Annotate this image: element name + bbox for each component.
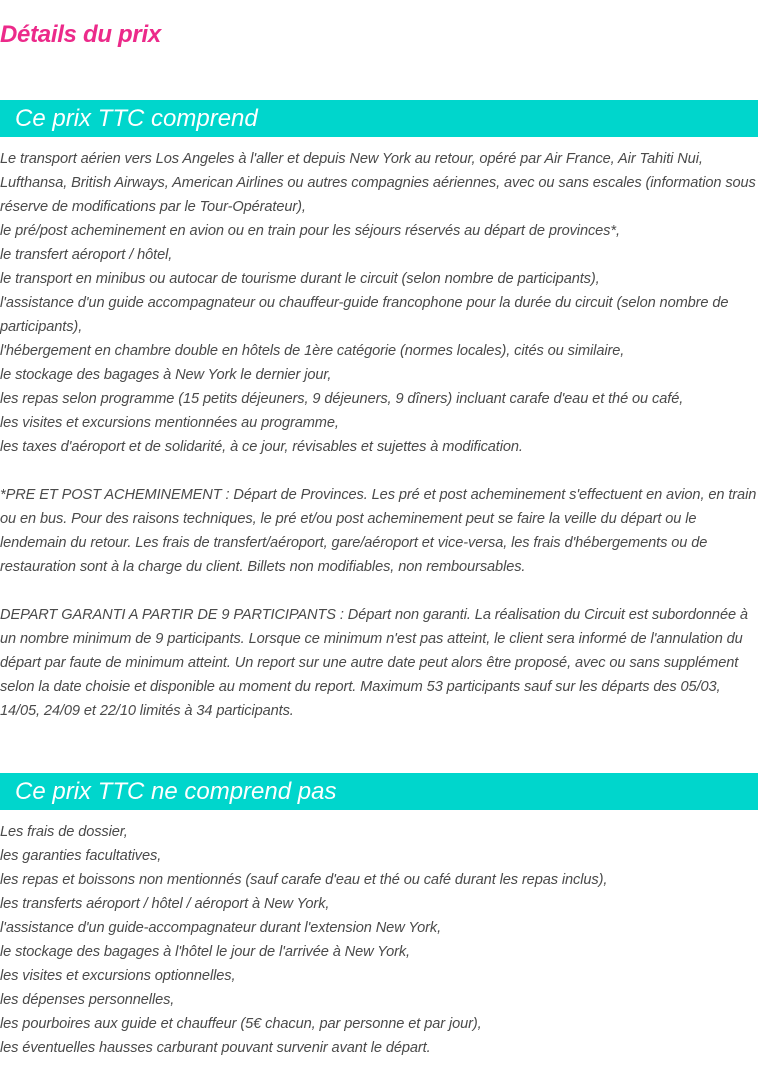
list-item: les transferts aéroport / hôtel / aéroport à New York,	[0, 896, 330, 912]
list-item: les visites et excursions optionnelles,	[0, 968, 236, 984]
guaranteed-departure-note: DEPART GARANTI A PARTIR DE 9 PARTICIPANTS : Départ non garanti. La réalisation du Circuit est subordonnée à un nombre minimum de 9 participants. Lorsque ce minimum n'est pas atteint, le client sera informé de l'annulation du départ par faute de minimum atteint. Un report sur une autre date peut alors être proposé, avec ou sans supplément selon la date choisie et disponible au moment du report. Maximum 53 participants sauf sur les départs des 05/03, 14/05, 24/09 et 22/10 limités à 34 participants.	[0, 607, 748, 719]
list-item: Les frais de dossier,	[0, 824, 128, 840]
list-item: les éventuelles hausses carburant pouvant survenir avant le départ.	[0, 1040, 431, 1056]
list-item: les repas selon programme (15 petits déjeuners, 9 déjeuners, 9 dîners) incluant carafe d'eau et thé ou café,	[0, 391, 684, 407]
list-item: l'hébergement en chambre double en hôtels de 1ère catégorie (normes locales), cités ou similaire,	[0, 343, 625, 359]
paragraph-spacer	[0, 459, 758, 483]
list-item: les taxes d'aéroport et de solidarité, à ce jour, révisables et sujettes à modification.	[0, 439, 523, 455]
list-item: l'assistance d'un guide accompagnateur ou chauffeur-guide francophone pour la durée du circuit (selon nombre de participants),	[0, 295, 729, 335]
list-item: le transport en minibus ou autocar de tourisme durant le circuit (selon nombre de participants),	[0, 271, 600, 287]
includes-list	[0, 147, 758, 723]
list-item: les repas et boissons non mentionnés (sauf carafe d'eau et thé ou café durant les repas inclus),	[0, 872, 608, 888]
excludes-heading: Ce prix TTC ne comprend pas	[0, 773, 758, 810]
list-item: Le transport aérien vers Los Angeles à l'aller et depuis New York au retour, opéré par Air France, Air Tahiti Nui, Lufthansa, British Airways, American Airlines ou autres compagnies aériennes, avec ou sans escales (information sous réserve de modifications par le Tour-Opérateur),	[0, 151, 756, 215]
list-item: les pourboires aux guide et chauffeur (5€ chacun, par personne et par jour),	[0, 1016, 482, 1032]
list-item: les dépenses personnelles,	[0, 992, 175, 1008]
list-item: le transfert aéroport / hôtel,	[0, 247, 173, 263]
list-item: les garanties facultatives,	[0, 848, 162, 864]
page-title: Détails du prix	[0, 21, 161, 48]
pre-post-note: *PRE ET POST ACHEMINEMENT : Départ de Provinces. Les pré et post acheminement s'effectuent en avion, en train ou en bus. Pour des raisons techniques, le pré et/ou post acheminement peut se faire la veille du départ ou le lendemain du retour. Les frais de transfert/aéroport, gare/aéroport et vice-versa, les frais d'hébergements ou de restauration sont à la charge du client. Billets non modifiables, non remboursables.	[0, 487, 757, 575]
excludes-list	[0, 820, 758, 1060]
list-item: le pré/post acheminement en avion ou en train pour les séjours réservés au départ de provinces*,	[0, 223, 620, 239]
includes-heading: Ce prix TTC comprend	[0, 100, 758, 137]
list-item: le stockage des bagages à l'hôtel le jour de l'arrivée à New York,	[0, 944, 411, 960]
list-item: les visites et excursions mentionnées au programme,	[0, 415, 339, 431]
list-item: l'assistance d'un guide-accompagnateur durant l'extension New York,	[0, 920, 442, 936]
list-item: le stockage des bagages à New York le dernier jour,	[0, 367, 332, 383]
paragraph-spacer	[0, 579, 758, 603]
